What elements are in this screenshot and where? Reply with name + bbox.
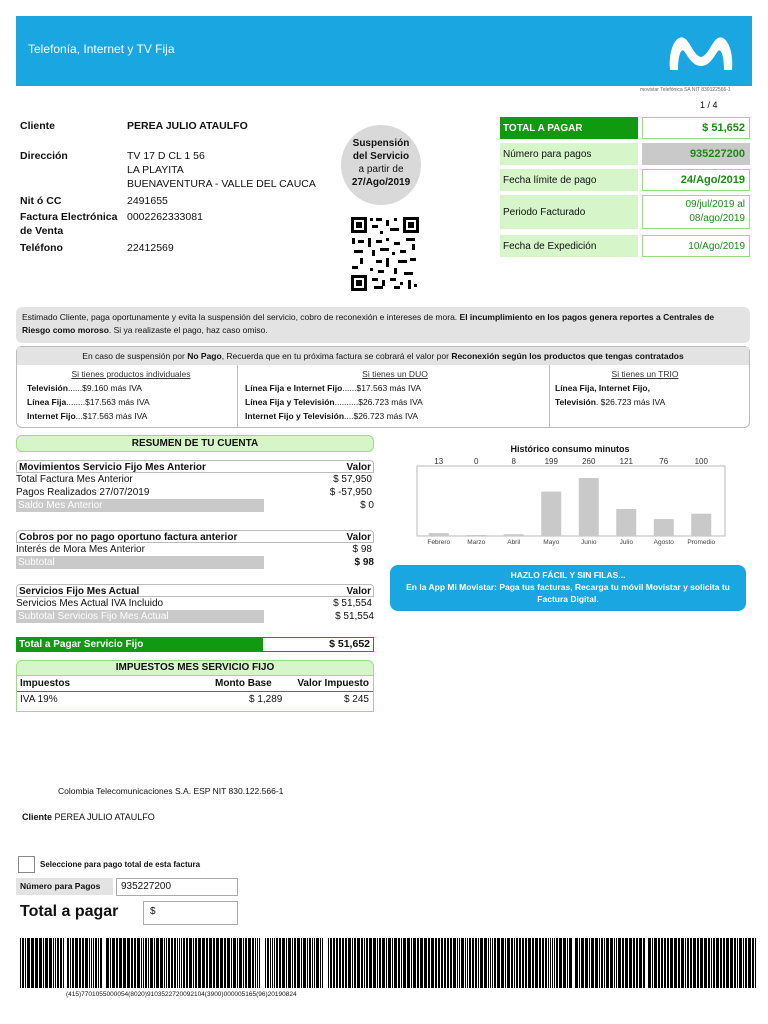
divider [237, 365, 238, 427]
table-row: Interés de Mora Mes Anterior $ 98 [16, 544, 372, 555]
chart-category-label: Agosto [653, 539, 674, 546]
reconexion-head-2: , Recuerda que en tu próxima factura se cobrará el valor por [221, 351, 452, 361]
footer-numero-label: Número para Pagos [16, 878, 113, 895]
factura-label-1: Factura Electrónica [20, 211, 118, 223]
nit-label: Nit ó CC [20, 195, 62, 207]
col3-title: Si tienes un TRIO [611, 369, 679, 379]
company-line: Colombia Telecomunicaciones S.A. ESP NIT 830.122.566-1 [58, 786, 284, 796]
impuestos-row-label: IVA 19% [20, 694, 58, 705]
chart-bar [504, 534, 524, 536]
table-row: Saldo Mes Anterior $ 0 [18, 500, 374, 511]
chart-title: Histórico consumo minutos [510, 444, 630, 454]
total-servicio-fijo-label: Total a Pagar Servicio Fijo [17, 638, 263, 651]
table-header: Cobros por no pago oportuno factura anterior Valor [16, 530, 374, 543]
footer-numero-value: 935227200 [116, 878, 238, 896]
impuestos-h2: Monto Base [215, 678, 272, 689]
reconexion-col-duo [245, 367, 545, 423]
impuestos-h1: Impuestos [20, 678, 71, 689]
cliente-value: PEREA JULIO ATAULFO [127, 120, 248, 132]
chart-bar [691, 514, 711, 536]
direccion-line-2: LA PLAYITA [127, 164, 184, 176]
reconexion-head-bold-2: Reconexión según los productos que tengas contratados [451, 351, 684, 361]
chart-value-label: 121 [619, 457, 633, 466]
impuestos-row-base: $ 1,289 [249, 694, 283, 705]
impuestos-title: IMPUESTOS MES SERVICIO FIJO [16, 660, 374, 676]
table-header: Movimientos Servicio Fijo Mes Anterior Valor [16, 460, 374, 473]
impuestos-h3: Valor Impuesto [297, 678, 369, 689]
table-row: Servicios Mes Actual IVA Incluido $ 51,554 [16, 598, 372, 609]
cliente-label: Cliente [20, 120, 56, 132]
chart-category-label: Julio [619, 539, 633, 546]
total-a-pagar-box [500, 117, 750, 139]
table-row: Pagos Realizados 27/07/2019 $ -57,950 [16, 487, 372, 498]
nit-value: 2491655 [127, 195, 168, 207]
table-header: Servicios Fijo Mes Actual Valor [16, 584, 374, 597]
footer-cliente [22, 812, 155, 822]
fecha-limite-label: Fecha límite de pago [500, 169, 638, 191]
periodo-facturado-label: Periodo Facturado [500, 195, 638, 229]
consumo-chart [416, 456, 726, 548]
telefono-label: Teléfono [20, 242, 63, 254]
payment-notice [16, 307, 750, 343]
promo-line-2: En la App Mi Movistar: Paga tus facturas, Recarga tu móvil Movistar y solicita tu Factura Digital. [406, 582, 730, 604]
footer-cliente-value: PEREA JULIO ATAULFO [54, 812, 155, 822]
reconexion-head-bold-1: No Pago [187, 351, 222, 361]
direccion-line-1: TV 17 D CL 1 56 [127, 150, 205, 162]
header-bar [16, 16, 752, 86]
chart-value-label: 8 [511, 457, 516, 466]
header-fine-print: movistar Telefónica SA NIT 830122566-1 [640, 87, 731, 93]
total-a-pagar-value: $ 51,652 [642, 117, 750, 139]
periodo-facturado-box [500, 195, 750, 229]
periodo-facturado-value: 09/jul/2019 al 08/ago/2019 [642, 195, 750, 229]
col1-item: Televisión......$9.160 más IVA [27, 383, 142, 393]
cobros-table [16, 530, 374, 569]
reconexion-head-1: En caso de suspensión por [82, 351, 188, 361]
col1-item: Línea Fija........$17.563 más IVA [27, 397, 150, 407]
chart-frame [417, 466, 725, 536]
suspension-line-1: Suspensión [352, 138, 410, 149]
col2-title: Si tienes un DUO [362, 369, 428, 379]
chart-value-label: 260 [582, 457, 596, 466]
chart-value-label: 13 [434, 457, 444, 466]
table-row: Subtotal $ 98 [18, 557, 374, 568]
pay-total-checkbox-label: Seleccione para pago total de esta factura [40, 860, 201, 869]
reconexion-col-trio [555, 367, 735, 409]
suspension-badge [341, 125, 421, 205]
fecha-expedicion-label: Fecha de Expedición [500, 235, 638, 257]
col2-item: Línea Fija y Televisión..........$26.723 más IVA [245, 397, 423, 407]
chart-value-label: 199 [544, 457, 558, 466]
divider [549, 365, 550, 427]
page-number: 1 / 4 [700, 100, 718, 110]
impuestos-table [16, 676, 374, 712]
suspension-line-2: del Servicio [352, 151, 410, 162]
barcode-text: (415)7701055000054(8020)9103522720092104(3900)000005165(96)20190824 [66, 991, 297, 998]
promo-line-1: HAZLO FÁCIL Y SIN FILAS... [510, 570, 626, 580]
chart-category-label: Promedio [687, 539, 716, 546]
numero-pagos-label: Número para pagos [500, 143, 638, 165]
movimientos-table [16, 460, 374, 512]
barcode-icon [18, 938, 758, 988]
fecha-limite-value: 24/Ago/2019 [642, 169, 750, 191]
notice-bold: El incumplimiento en los pagos genera reportes a Centrales de Riesgo como moroso [22, 312, 715, 335]
qr-code-icon [350, 216, 420, 292]
direccion-line-3: BUENAVENTURA - VALLE DEL CAUCA [127, 178, 316, 190]
col2-item: Línea Fija e Internet Fijo......$17.563 más IVA [245, 383, 422, 393]
total-servicio-fijo-value: $ 51,652 [329, 638, 370, 650]
chart-bar [466, 535, 486, 536]
reconexion-header [17, 347, 749, 365]
chart-category-label: Febrero [427, 539, 451, 546]
chart-bar [579, 478, 599, 536]
impuestos-row-value: $ 245 [343, 694, 369, 705]
chart-bar [429, 533, 449, 536]
notice-text-2: . Si ya realizaste el pago, haz caso omiso. [108, 325, 268, 335]
suspension-line-4: 27/Ago/2019 [351, 177, 411, 188]
factura-label-2: de Venta [20, 225, 64, 237]
chart-bar [654, 519, 674, 536]
chart-value-label: 0 [474, 457, 479, 466]
footer-total-label: Total a pagar [20, 903, 119, 920]
reconexion-panel [16, 346, 750, 428]
fecha-limite-box [500, 169, 750, 191]
factura-value: 0002262333081 [127, 211, 203, 223]
col2-item: Internet Fijo y Televisión....$26.723 más IVA [245, 411, 419, 421]
col1-title: Si tienes productos individuales [71, 369, 191, 379]
total-a-pagar-label: TOTAL A PAGAR [500, 117, 638, 139]
footer-total-input[interactable]: $ [143, 901, 238, 925]
chart-bar [541, 492, 561, 536]
total-servicio-fijo-row [16, 637, 374, 652]
suspension-line-3: a partir de [358, 164, 404, 175]
table-row: Subtotal Servicios Fijo Mes Actual $ 51,554 [18, 611, 374, 622]
chart-value-label: 100 [694, 457, 708, 466]
chart-value-label: 76 [659, 457, 669, 466]
numero-pagos-box [500, 143, 750, 165]
col1-item: Internet Fijo...$17.563 más IVA [27, 411, 148, 421]
notice-text-1: Estimado Cliente, paga oportunamente y evita la suspensión del servicio, cobro de reconexión e intereses de mora. [22, 312, 460, 322]
footer-cliente-label: Cliente [22, 812, 53, 822]
telefono-value: 22412569 [127, 242, 174, 254]
chart-category-label: Mayo [543, 539, 560, 546]
col3-item: Televisión. $26.723 más IVA [555, 397, 666, 407]
numero-pagos-value: 935227200 [642, 143, 750, 165]
divider [17, 691, 373, 692]
chart-category-label: Junio [580, 539, 597, 546]
fecha-expedicion-value: 10/Ago/2019 [642, 235, 750, 257]
chart-category-label: Abril [507, 539, 521, 546]
table-row: Total Factura Mes Anterior $ 57,950 [16, 474, 372, 485]
chart-bar [616, 509, 636, 536]
chart-category-label: Marzo [467, 539, 486, 546]
servicios-table [16, 584, 374, 623]
direccion-label: Dirección [20, 150, 68, 162]
pay-total-checkbox[interactable] [18, 856, 35, 873]
movistar-logo-icon [664, 30, 738, 74]
promo-banner[interactable] [390, 565, 746, 611]
reconexion-col-individual [27, 367, 235, 423]
fecha-expedicion-box [500, 235, 750, 257]
resumen-title: RESUMEN DE TU CUENTA [16, 435, 374, 452]
col3-item: Línea Fija, Internet Fijo, [555, 383, 650, 393]
header-tagline: Telefonía, Internet y TV Fija [28, 42, 175, 56]
